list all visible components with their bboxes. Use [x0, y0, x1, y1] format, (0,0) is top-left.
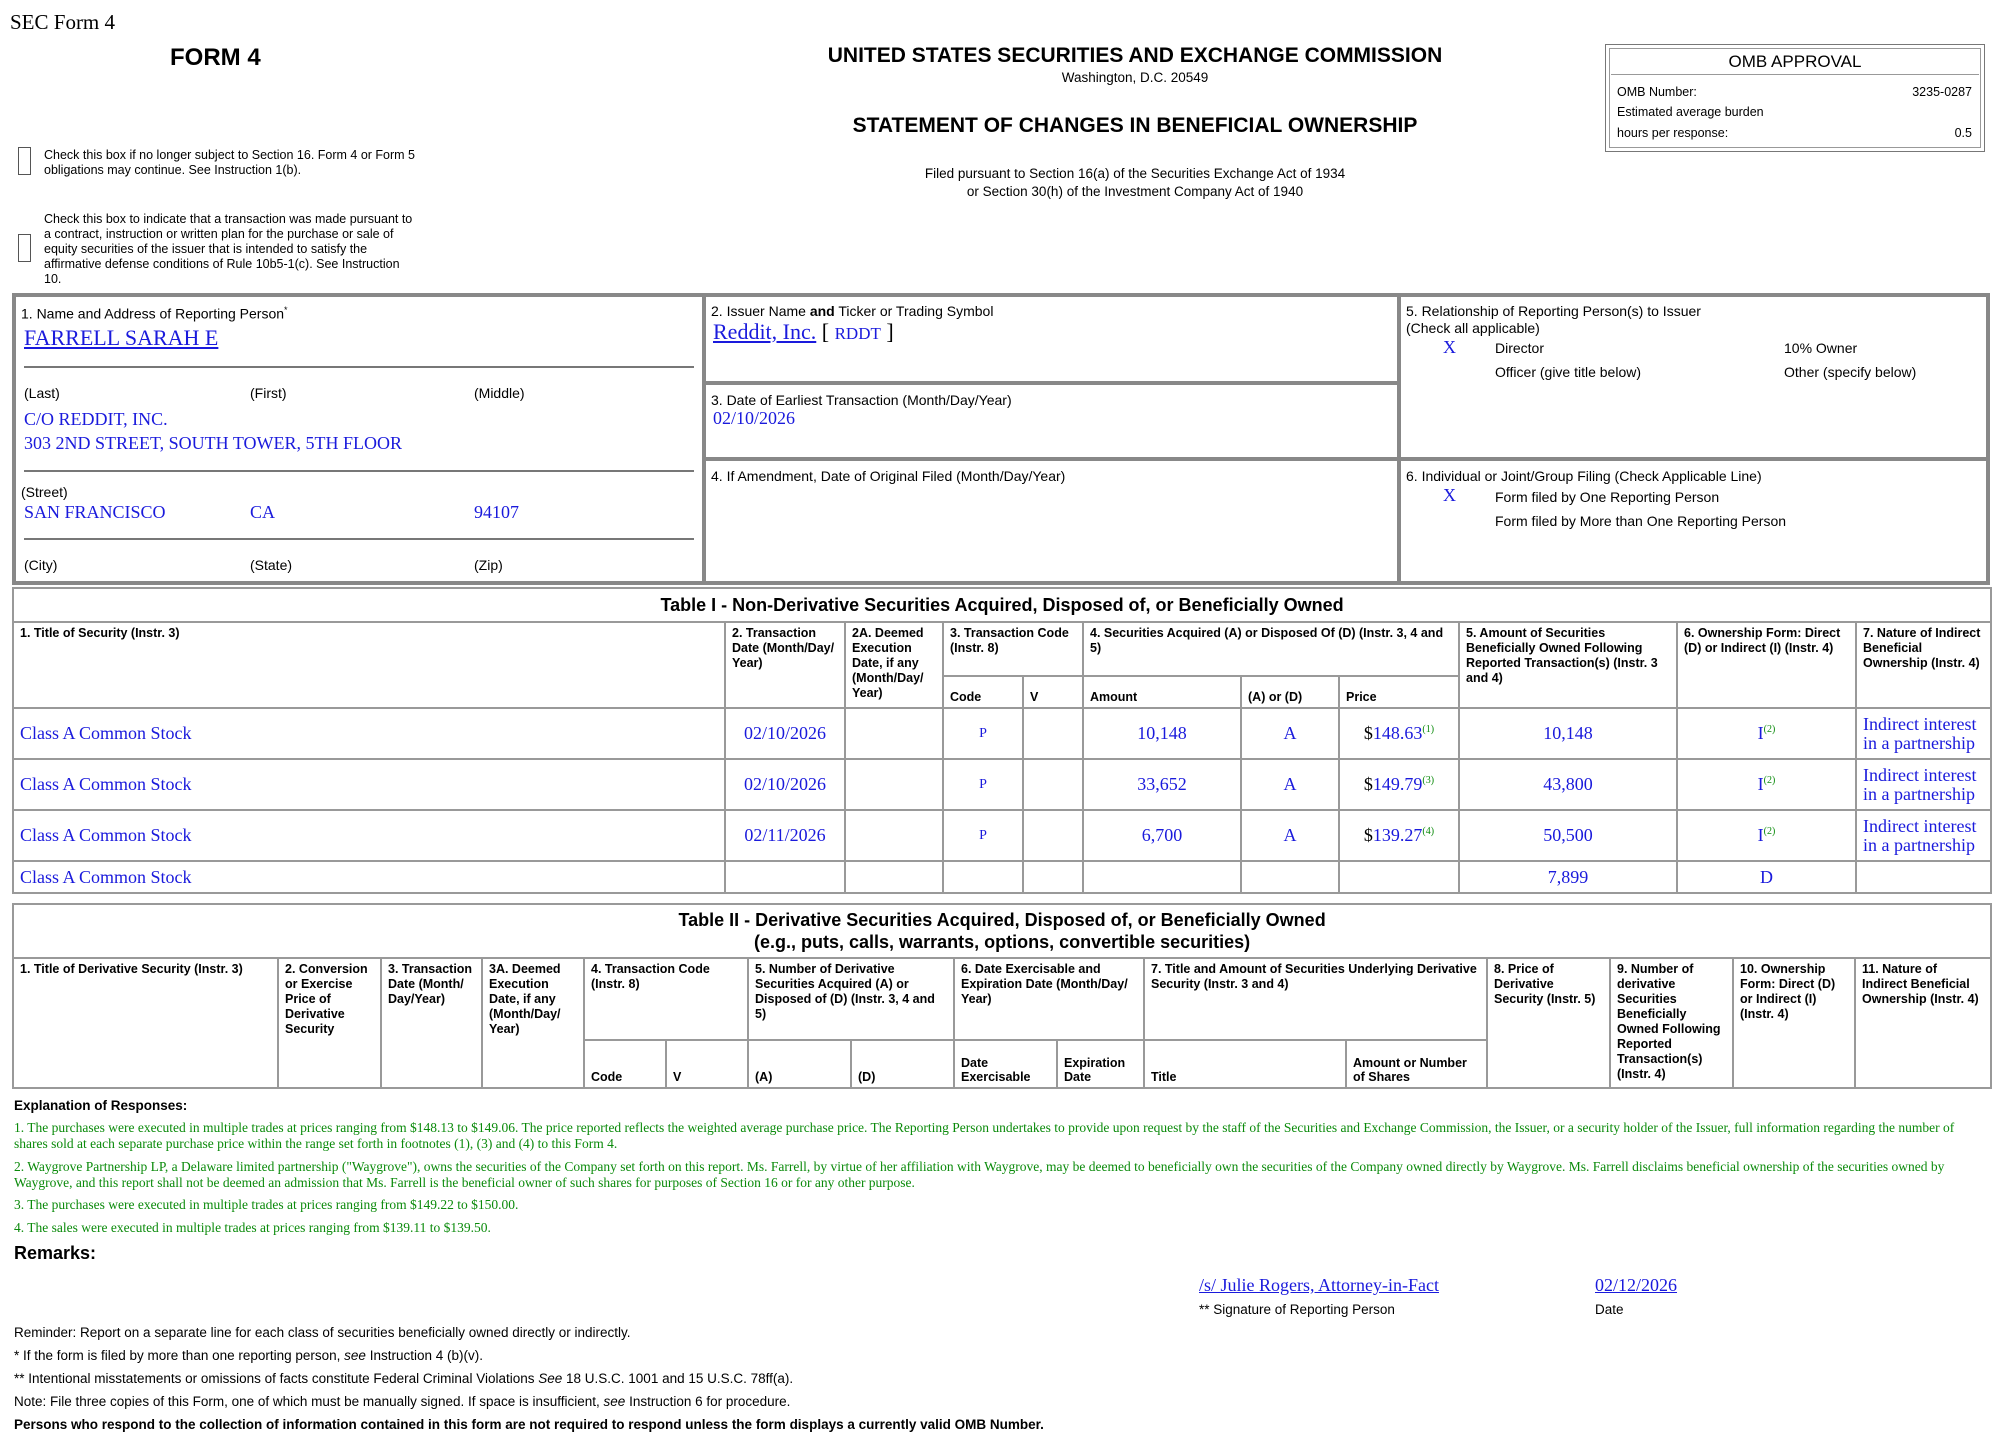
t1-h-code: 3. Transaction Code (Instr. 8) — [943, 622, 1083, 676]
box5-relationship — [1399, 295, 1988, 459]
city-label: (City) — [24, 557, 58, 573]
box2-issuer — [704, 295, 1399, 383]
t1-nature — [1856, 861, 1991, 893]
table1-non-derivative — [12, 587, 1992, 894]
t1-title: Class A Common Stock — [13, 861, 725, 893]
footer-note: Note: File three copies of this Form, one of which must be manually signed. If space is insufficient, see Instruction 6 for procedure. — [14, 1394, 791, 1409]
footnote-4: 4. The sales were executed in multiple trades at prices ranging from $139.11 to $139.50. — [14, 1220, 491, 1235]
t1-v — [1023, 708, 1083, 759]
t2-sub-expiration: Expiration Date — [1057, 1040, 1144, 1088]
t1-h-owned: 5. Amount of Securities Beneficially Owned Following Reported Transaction(s) (Instr. 3 and 4) — [1459, 622, 1677, 708]
t1-sub-v: V — [1023, 676, 1083, 708]
omb-number-label: OMB Number: — [1617, 85, 1697, 99]
t2-h-title: 1. Title of Derivative Security (Instr. 3) — [13, 958, 278, 1088]
box6-filing-type — [1399, 459, 1988, 583]
t1-form: D — [1677, 861, 1856, 893]
director-label: Director — [1495, 340, 1545, 356]
officer-label: Officer (give title below) — [1495, 364, 1642, 380]
box3-earliest-transaction — [704, 383, 1399, 459]
box2-label: 2. Issuer Name and Ticker or Trading Symbol — [711, 303, 994, 319]
t1-sub-amount: Amount — [1083, 676, 1241, 708]
section16-checkbox[interactable] — [18, 147, 31, 175]
explanation-label: Explanation of Responses: — [14, 1098, 188, 1113]
issuer-line: Reddit, Inc. [ RDDT ] — [713, 319, 894, 344]
box4-label: 4. If Amendment, Date of Original Filed (Month/Day/Year) — [711, 468, 1066, 484]
t1-owned: 10,148 — [1459, 708, 1677, 759]
t1-h-date: 2. Transaction Date (Month/Day/ Year) — [725, 622, 845, 708]
form-title: FORM 4 — [170, 44, 261, 71]
t2-h-owned: 9. Number of derivative Securities Beneficially Owned Following Reported Transaction(s) (Instr. 4) — [1610, 958, 1733, 1088]
t2-h-conversion: 2. Conversion or Exercise Price of Derivative Security — [278, 958, 381, 1088]
t2-h-number: 5. Number of Derivative Securities Acquired (A) or Disposed of (D) (Instr. 3, 4 and 5) — [748, 958, 954, 1040]
t1-h-nature: 7. Nature of Indirect Beneficial Ownership (Instr. 4) — [1856, 622, 1991, 708]
omb-title: OMB APPROVAL — [1611, 50, 1979, 75]
t1-aord: A — [1241, 810, 1339, 861]
t2-h-price: 8. Price of Derivative Security (Instr. 5) — [1487, 958, 1610, 1088]
table-row — [13, 759, 1991, 810]
t1-h-deemed: 2A. Deemed Execution Date, if any (Month/Day/ Year) — [845, 622, 943, 708]
owner10-label: 10% Owner — [1784, 340, 1858, 356]
table2-title-line2: (e.g., puts, calls, warrants, options, convertible securities) — [754, 932, 1251, 952]
t2-h-form: 10. Ownership Form: Direct (D) or Indirect (I) (Instr. 4) — [1733, 958, 1855, 1088]
agency-city: Washington, D.C. 20549 — [1061, 70, 1209, 85]
sec-form-label: SEC Form 4 — [10, 10, 116, 34]
signature-label: ** Signature of Reporting Person — [1199, 1302, 1395, 1317]
t2-sub-title: Title — [1144, 1040, 1346, 1088]
footer-star2: ** Intentional misstatements or omissions of facts constitute Federal Criminal Violations See 18 U.S.C. 1001 and 15 U.S.C. 78ff(a). — [14, 1371, 794, 1386]
omb-hours: 0.5 — [1954, 126, 1972, 140]
t2-h-exercisable: 6. Date Exercisable and Expiration Date (Month/Day/ Year) — [954, 958, 1144, 1040]
t1-code: P — [943, 759, 1023, 810]
t1-v — [1023, 759, 1083, 810]
t1-title: Class A Common Stock — [13, 759, 725, 810]
t2-sub-amount: Amount or Number of Shares — [1346, 1040, 1487, 1088]
footnote-1: 1. The purchases were executed in multiple trades at prices ranging from $148.13 to $149.06. The price reported reflects the weighted average purchase price. The Reporting Person undertakes to provide upon request by the staff of the Securities and Exchange Commission, the Issuer, or a security holder of the Issuer, full information regarding the number of shares sold at each separate purchase price within the range set forth in footnotes (1), (3) and (4) to this Form 4. — [14, 1120, 1955, 1151]
footnote-3: 3. The purchases were executed in multiple trades at prices ranging from $149.22 to $150.00. — [14, 1197, 519, 1212]
footer-star1: * If the form is filed by more than one reporting person, see Instruction 4 (b)(v). — [14, 1348, 483, 1363]
zip-label: (Zip) — [474, 557, 503, 573]
statement-title: STATEMENT OF CHANGES IN BENEFICIAL OWNERSHIP — [852, 114, 1418, 137]
box3-label: 3. Date of Earliest Transaction (Month/Day/Year) — [711, 392, 1012, 408]
one-person-mark: X — [1443, 485, 1456, 505]
t1-date: 02/10/2026 — [725, 708, 845, 759]
section16-text: Check this box if no longer subject to Section 16. Form 4 or Form 5 obligations may continue. See Instruction 1(b). — [44, 148, 416, 177]
t1-v — [1023, 861, 1083, 893]
t1-h-acquired: 4. Securities Acquired (A) or Disposed Of (D) (Instr. 3, 4 and 5) — [1083, 622, 1459, 676]
t2-sub-code: Code — [584, 1040, 666, 1088]
rule10b5-text: Check this box to indicate that a transaction was made pursuant to a contract, instruction or written plan for the purchase or sale of equity securities of the issuer that is intended to satisfy the affirmative defense conditions of Rule 10b5-1(c). See Instruction 10. — [44, 212, 413, 286]
t1-owned: 50,500 — [1459, 810, 1677, 861]
ticker-symbol: RDDT — [834, 324, 881, 343]
state-value: CA — [250, 502, 276, 522]
last-label: (Last) — [24, 385, 60, 401]
footnote-2: 2. Waygrove Partnership LP, a Delaware limited partnership ("Waygrove"), owns the securities of the Company set forth on this report. Ms. Farrell, by virtue of her affiliation with Waygrove, may be deemed to beneficially own the securities of the Company owned directly by Waygrove. Ms. Farrell disclaims beneficial ownership of the securities owned by Waygrove, and this report shall not be deemed an admission that Ms. Farrell is the beneficial owner of such shares for purposes of Section 16 or for any other purpose. — [14, 1159, 1945, 1190]
t1-date: 02/11/2026 — [725, 810, 845, 861]
t1-deemed — [845, 861, 943, 893]
table-row — [13, 861, 1991, 893]
box5-sub: (Check all applicable) — [1406, 320, 1540, 336]
t2-h-underlying: 7. Title and Amount of Securities Underlying Derivative Security (Instr. 3 and 4) — [1144, 958, 1487, 1040]
t1-nature: Indirect interest in a partnership — [1856, 708, 1991, 759]
filed-line-1: Filed pursuant to Section 16(a) of the Securities Exchange Act of 1934 — [924, 166, 1346, 181]
t2-sub-a: (A) — [748, 1040, 851, 1088]
t1-amount: 10,148 — [1083, 708, 1241, 759]
one-person-label: Form filed by One Reporting Person — [1495, 489, 1720, 505]
omb-box — [1605, 44, 1985, 152]
t1-form: I$^{(2)}$ — [1677, 810, 1856, 861]
t1-form: I$^{(2)}$ — [1677, 759, 1856, 810]
t2-h-deemed: 3A. Deemed Execution Date, if any (Month/Day/ Year) — [482, 958, 584, 1088]
t1-nature: Indirect interest in a partnership — [1856, 810, 1991, 861]
box1-label: 1. Name and Address of Reporting Person* — [21, 305, 288, 322]
box1-reporting-person — [14, 295, 704, 583]
remarks-label: Remarks: — [14, 1243, 97, 1263]
t1-amount: 6,700 — [1083, 810, 1241, 861]
city-value: SAN FRANCISCO — [24, 502, 166, 522]
issuer-name-link[interactable]: Reddit, Inc. — [713, 319, 817, 344]
t1-title: Class A Common Stock — [13, 708, 725, 759]
omb-hours-label: hours per response: — [1617, 126, 1729, 140]
t2-sub-v: V — [666, 1040, 748, 1088]
t1-amount: 33,652 — [1083, 759, 1241, 810]
t2-h-code: 4. Transaction Code (Instr. 8) — [584, 958, 748, 1040]
t1-deemed — [845, 708, 943, 759]
t1-deemed — [845, 759, 943, 810]
street-label: (Street) — [21, 484, 68, 500]
t2-sub-d: (D) — [851, 1040, 954, 1088]
other-label: Other (specify below) — [1784, 364, 1917, 380]
state-label: (State) — [250, 557, 293, 573]
filed-line-2: or Section 30(h) of the Investment Company Act of 1940 — [966, 184, 1304, 199]
rule10b5-checkbox[interactable] — [18, 234, 31, 262]
signature-date: 02/12/2026 — [1595, 1275, 1678, 1295]
footer-persons: Persons who respond to the collection of information contained in this form are not required to respond unless the form displays a currently valid OMB Number. — [14, 1417, 1044, 1432]
box4-amendment — [704, 459, 1399, 583]
t1-code: P — [943, 708, 1023, 759]
director-mark: X — [1443, 337, 1456, 357]
more-persons-label: Form filed by More than One Reporting Person — [1495, 513, 1787, 529]
t2-h-nature: 11. Nature of Indirect Beneficial Ownership (Instr. 4) — [1855, 958, 1991, 1088]
t1-date — [725, 861, 845, 893]
t1-deemed — [845, 810, 943, 861]
omb-number: 3235-0287 — [1912, 85, 1972, 99]
t1-aord: A — [1241, 759, 1339, 810]
t2-sub-exercisable: Date Exercisable — [954, 1040, 1057, 1088]
t1-price — [1339, 861, 1459, 893]
t1-price: $149.79$^{(3)}$ — [1339, 759, 1459, 810]
t1-owned: 43,800 — [1459, 759, 1677, 810]
t2-h-date: 3. Transaction Date (Month/ Day/Year) — [381, 958, 482, 1088]
t1-aord: A — [1241, 708, 1339, 759]
t1-form: I$^{(2)}$ — [1677, 708, 1856, 759]
agency-title: UNITED STATES SECURITIES AND EXCHANGE COMMISSION — [827, 44, 1443, 67]
t1-code — [943, 861, 1023, 893]
t1-sub-aord: (A) or (D) — [1241, 676, 1339, 708]
box5-label: 5. Relationship of Reporting Person(s) to Issuer — [1406, 303, 1701, 319]
reminder-text: Reminder: Report on a separate line for each class of securities beneficially owned directly or indirectly. — [14, 1325, 631, 1340]
address-line-2: 303 2ND STREET, SOUTH TOWER, 5TH FLOOR — [24, 433, 402, 453]
address-line-1: C/O REDDIT, INC. — [24, 409, 168, 429]
t1-h-form: 6. Ownership Form: Direct (D) or Indirect (I) (Instr. 4) — [1677, 622, 1856, 708]
omb-burden-label: Estimated average burden — [1617, 105, 1764, 119]
t1-owned: 7,899 — [1459, 861, 1677, 893]
zip-value: 94107 — [474, 502, 519, 522]
t1-h-title: 1. Title of Security (Instr. 3) — [13, 622, 725, 708]
t1-nature: Indirect interest in a partnership — [1856, 759, 1991, 810]
t1-date: 02/10/2026 — [725, 759, 845, 810]
t1-price: $148.63$^{(1)}$ — [1339, 708, 1459, 759]
signature-link[interactable]: /s/ Julie Rogers, Attorney-in-Fact — [1199, 1275, 1439, 1295]
table1-title: Table I - Non-Derivative Securities Acquired, Disposed of, or Beneficially Owned — [13, 588, 1991, 622]
middle-label: (Middle) — [474, 385, 525, 401]
table2-derivative — [12, 903, 1992, 1089]
first-label: (First) — [250, 385, 287, 401]
table2-title-line1: Table II - Derivative Securities Acquired, Disposed of, or Beneficially Owned — [678, 910, 1326, 930]
earliest-transaction-date: 02/10/2026 — [713, 408, 796, 428]
t1-sub-code: Code — [943, 676, 1023, 708]
t1-title: Class A Common Stock — [13, 810, 725, 861]
t1-aord — [1241, 861, 1339, 893]
t1-code: P — [943, 810, 1023, 861]
date-label: Date — [1595, 1302, 1624, 1317]
table-row — [13, 708, 1991, 759]
table2-title — [13, 904, 1991, 958]
reporting-person-name-link[interactable]: FARRELL SARAH E — [24, 325, 219, 350]
box6-label: 6. Individual or Joint/Group Filing (Check Applicable Line) — [1406, 468, 1762, 484]
t1-sub-price: Price — [1339, 676, 1459, 708]
t1-v — [1023, 810, 1083, 861]
table-row — [13, 810, 1991, 861]
t1-price: $139.27$^{(4)}$ — [1339, 810, 1459, 861]
t1-amount — [1083, 861, 1241, 893]
